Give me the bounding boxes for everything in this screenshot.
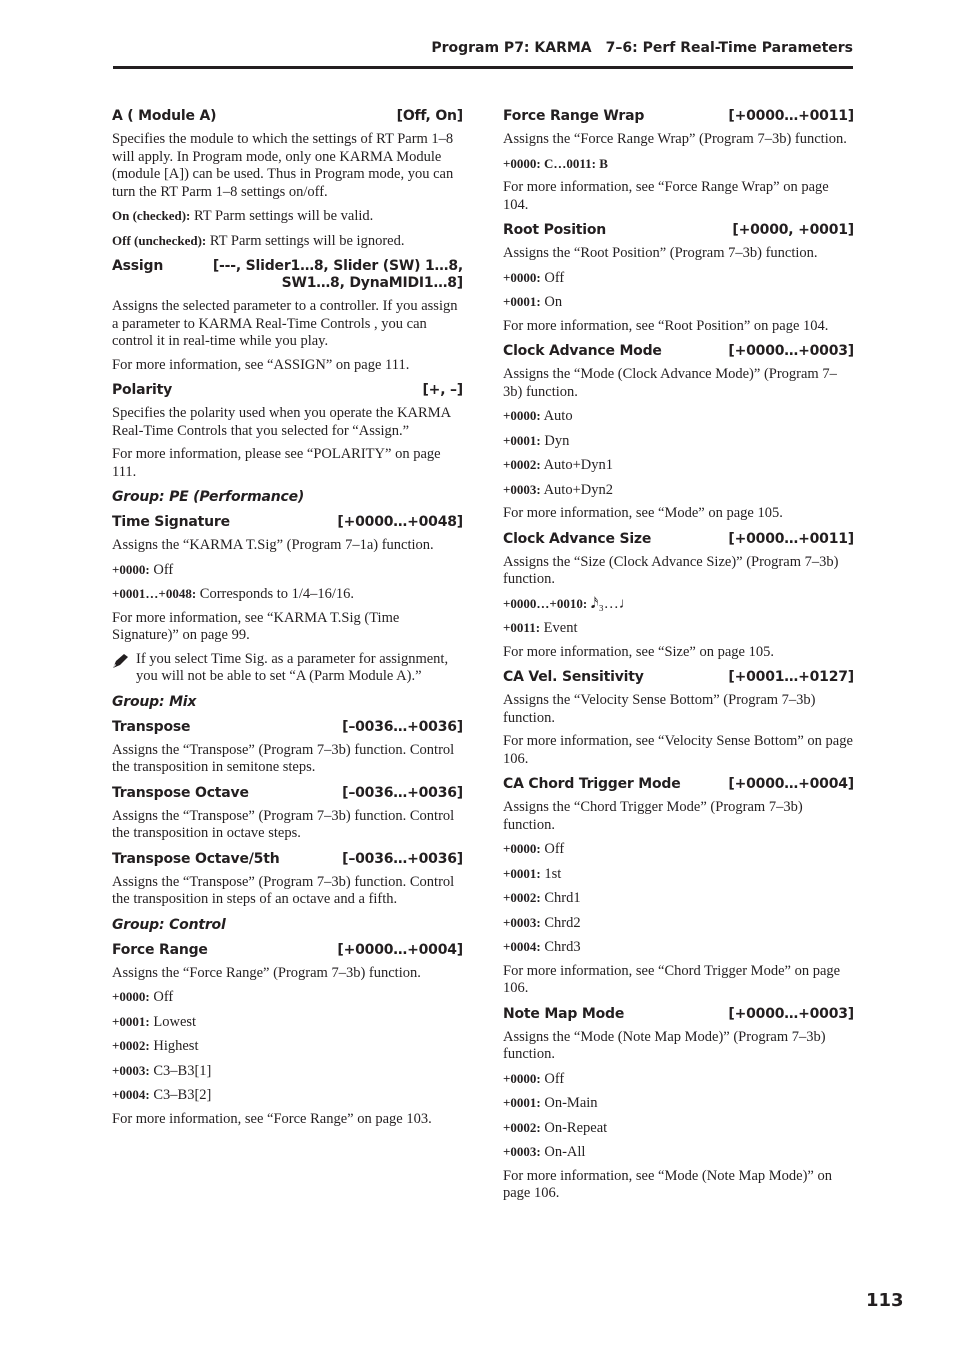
value-key: +0002: xyxy=(503,1119,541,1135)
group-heading: Group: PE (Performance) xyxy=(112,489,305,505)
value-key: +0001: xyxy=(503,1095,541,1110)
param-title: Transpose xyxy=(112,718,191,735)
value-text: Chrd2 xyxy=(544,914,581,931)
header-section: Program P7: KARMA xyxy=(431,40,592,56)
param-heading xyxy=(112,382,463,399)
value-text: On-Main xyxy=(544,1095,598,1111)
param-heading xyxy=(503,222,854,239)
param-description: Assigns the “Mode (Clock Advance Mode)” (Program 7–3b) function. xyxy=(503,366,837,400)
param-range: [Off, On] xyxy=(396,108,463,124)
param-range: [+0000…+0003] xyxy=(728,1005,854,1022)
param-title: Time Signature xyxy=(112,514,230,530)
value-text: Chrd1 xyxy=(544,890,581,906)
value-entry xyxy=(112,1086,463,1105)
param-description: Assigns the “Chord Trigger Mode” (Program 7–3b) function. xyxy=(503,799,803,833)
value-entry xyxy=(503,269,854,288)
param-title: Clock Advance Mode xyxy=(503,343,662,359)
value-text: On xyxy=(544,294,563,310)
param-heading xyxy=(112,851,463,868)
value-entry xyxy=(112,1037,463,1056)
param-heading xyxy=(503,108,854,125)
value-key: +0001: xyxy=(112,1013,150,1029)
param-title: Note Map Mode xyxy=(503,1005,625,1022)
pencil-note-icon xyxy=(112,653,130,686)
value-text: Off xyxy=(544,269,565,286)
value-entry xyxy=(112,207,463,226)
more-info: For more information, see “ASSIGN” on page 111. xyxy=(112,356,410,373)
value-entry xyxy=(503,407,854,426)
value-text: C3–B3[1] xyxy=(153,1062,212,1079)
param-range: [–0036…+0036] xyxy=(342,718,463,735)
right-column xyxy=(503,108,854,1209)
value-key: +0001: xyxy=(503,865,541,881)
value-entry xyxy=(112,585,463,604)
param-heading xyxy=(503,343,854,360)
param-range: [–0036…+0036] xyxy=(342,784,463,801)
param-heading xyxy=(112,108,463,125)
value-text: Off xyxy=(153,989,174,1005)
value-key: +0004: xyxy=(503,939,541,954)
value-text: Off xyxy=(544,1070,565,1087)
value-key: +0002: xyxy=(503,890,541,905)
param-range: [+, –] xyxy=(422,382,463,398)
param-description: Assigns the “Size (Clock Advance Size)” (Program 7–3b) function. xyxy=(503,553,839,587)
param-description: Assigns the “Force Range” (Program 7–3b) function. xyxy=(112,964,421,981)
value-key: +0000: xyxy=(503,841,541,856)
value-text: RT Parm settings will be valid. xyxy=(193,208,374,224)
value-key: +0003: xyxy=(503,481,541,497)
value-entry xyxy=(112,561,463,580)
value-text: On-Repeat xyxy=(544,1119,608,1136)
value-entry xyxy=(503,432,854,451)
value-key: +0011: xyxy=(503,620,541,635)
value-text: Auto xyxy=(543,408,573,424)
more-info: For more information, see “Root Position” on page 104. xyxy=(503,317,829,334)
param-heading xyxy=(503,776,854,793)
value-entry xyxy=(112,1062,463,1081)
value-key: +0003: xyxy=(112,1062,150,1078)
param-title: CA Vel. Sensitivity xyxy=(503,669,644,685)
value-text: Auto+Dyn2 xyxy=(543,481,613,498)
value-entry xyxy=(503,938,854,957)
value-key: +0000: C…0011: B xyxy=(503,155,608,171)
param-description: Assigns the “Transpose” (Program 7–3b) function. Control the transposition in semitone steps. xyxy=(112,741,455,775)
value-entry xyxy=(503,914,854,933)
value-key: +0000: xyxy=(112,989,150,1004)
param-heading xyxy=(112,258,463,292)
value-entry xyxy=(503,293,854,312)
page-number: 113 xyxy=(866,1290,904,1311)
value-text: RT Parm settings will be ignored. xyxy=(209,232,405,249)
param-heading xyxy=(112,785,463,802)
param-title: CA Chord Trigger Mode xyxy=(503,776,681,792)
value-text: On-All xyxy=(544,1144,586,1160)
value-text: Auto+Dyn1 xyxy=(543,457,613,473)
value-key: On (checked): xyxy=(112,208,191,223)
param-range: [---, Slider1…8, Slider (SW) 1…8, SW1…8, DynaMIDI1…8] xyxy=(212,258,463,291)
more-info: For more information, see “Size” on page 105. xyxy=(503,643,774,660)
more-info: For more information, see “Force Range” on page 103. xyxy=(112,1110,432,1127)
more-info: For more information, see “Velocity Sense Bottom” on page 106. xyxy=(503,733,853,767)
value-entry xyxy=(112,988,463,1007)
value-entry xyxy=(112,1013,463,1032)
value-key: +0001…+0048: xyxy=(112,586,197,601)
param-description: Assigns the “Velocity Sense Bottom” (Program 7–3b) function. xyxy=(503,692,816,726)
value-key: +0001: xyxy=(503,294,541,309)
value-entry xyxy=(503,1143,854,1162)
param-range: [+0000…+0004] xyxy=(337,941,463,958)
value-key: +0000: xyxy=(503,1070,541,1086)
value-text: Off xyxy=(153,561,174,578)
more-info: For more information, see “Mode” on page 105. xyxy=(503,505,783,521)
value-entry xyxy=(503,481,854,500)
value-key: +0002: xyxy=(112,1038,150,1053)
param-heading xyxy=(503,669,854,686)
value-key: +0000: xyxy=(112,561,150,577)
value-entry xyxy=(503,595,854,614)
param-heading xyxy=(112,719,463,736)
value-entry xyxy=(503,619,854,638)
param-title: Transpose Octave xyxy=(112,784,249,801)
value-entry xyxy=(503,1094,854,1113)
value-entry xyxy=(112,232,463,251)
value-entry xyxy=(503,456,854,475)
param-range: [+0000…+0003] xyxy=(728,343,854,359)
value-key: +0000: xyxy=(503,269,541,285)
param-title: Polarity xyxy=(112,382,173,398)
value-key: +0002: xyxy=(503,457,541,472)
value-key: +0000…+0010: xyxy=(503,595,588,611)
value-key: Off (unchecked): xyxy=(112,232,207,248)
group-heading: Group: Mix xyxy=(112,693,197,710)
value-text: Highest xyxy=(153,1038,199,1054)
param-range: [+0000…+0011] xyxy=(728,530,854,547)
param-description: Assigns the “Transpose” (Program 7–3b) function. Control the transposition in octave steps. xyxy=(112,807,455,841)
value-entry xyxy=(503,865,854,884)
value-key: +0001: xyxy=(503,432,541,448)
more-info: For more information, see “KARMA T.Sig (Time Signature)” on page 99. xyxy=(112,609,400,643)
value-key: +0004: xyxy=(112,1087,150,1102)
param-title: Force Range xyxy=(112,941,208,958)
param-description: Assigns the “Force Range Wrap” (Program 7–3b) function. xyxy=(503,131,847,147)
more-info: For more information, please see “POLARITY” on page 111. xyxy=(112,446,441,480)
param-title: A ( Module A) xyxy=(112,108,217,124)
value-text: Dyn xyxy=(544,432,570,449)
header-rule xyxy=(113,66,853,69)
param-title: Clock Advance Size xyxy=(503,530,652,547)
param-title: Transpose Octave/5th xyxy=(112,850,280,867)
group-heading: Group: Control xyxy=(112,916,226,933)
value-text: Chrd3 xyxy=(544,939,581,955)
value-text: C3–B3[2] xyxy=(153,1087,212,1103)
value-entry xyxy=(503,155,854,174)
value-entry xyxy=(503,1119,854,1138)
running-header xyxy=(113,40,853,56)
param-range: [+0000…+0048] xyxy=(337,514,463,530)
value-text: Corresponds to 1/4–16/16. xyxy=(199,586,355,602)
more-info: For more information, see “Force Range Wrap” on page 104. xyxy=(503,179,829,213)
value-entry xyxy=(503,889,854,908)
param-title: Force Range Wrap xyxy=(503,108,645,124)
param-description: Assigns the “Root Position” (Program 7–3b) function. xyxy=(503,245,818,261)
value-key: +0003: xyxy=(503,914,541,930)
note-text: If you select Time Sig. as a parameter for assignment, you will not be able to set “A (Parm Module A).” xyxy=(136,650,449,684)
param-description: Specifies the module to which the settings of RT Parm 1–8 will apply. In Program mode, only one KARMA Module (module [A]) can be used. Thus in Program mode, you can turn the RT Parm 1–8 settings on/off. xyxy=(112,131,454,200)
param-heading xyxy=(112,942,463,959)
note-glyphs: 𝅘𝅥𝅯₃…♩ xyxy=(590,595,634,612)
param-heading xyxy=(112,514,463,531)
param-title: Assign xyxy=(112,258,164,274)
value-text: Off xyxy=(544,841,565,857)
param-range: [+0000…+0011] xyxy=(728,108,854,124)
header-subsection: 7–6: Perf Real-Time Parameters xyxy=(605,40,853,56)
value-entry xyxy=(503,1070,854,1089)
more-info: For more information, see “Mode (Note Map Mode)” on page 106. xyxy=(503,1167,832,1201)
param-description: Assigns the “Transpose” (Program 7–3b) function. Control the transposition in steps of an octave and a fifth. xyxy=(112,873,455,907)
param-heading xyxy=(503,531,854,548)
param-title: Root Position xyxy=(503,222,607,238)
value-text: Lowest xyxy=(153,1013,197,1030)
left-column xyxy=(112,108,463,1134)
value-text: 1st xyxy=(544,865,562,882)
value-text: Event xyxy=(543,620,578,636)
value-key: +0000: xyxy=(503,408,541,423)
value-entry xyxy=(503,840,854,859)
value-key: +0003: xyxy=(503,1144,541,1159)
param-description: Assigns the “KARMA T.Sig” (Program 7–1a) function. xyxy=(112,537,434,553)
param-description: Assigns the selected parameter to a controller. If you assign a parameter to KARMA Real-Time Controls , you can control it in real-time while you play. xyxy=(112,298,458,349)
param-range: [+0001…+0127] xyxy=(728,669,854,685)
param-description: Specifies the polarity used when you operate the KARMA Real-Time Controls that you selected for “Assign.” xyxy=(112,405,451,439)
param-description: Assigns the “Mode (Note Map Mode)” (Program 7–3b) function. xyxy=(503,1028,826,1062)
param-range: [+0000…+0004] xyxy=(728,776,854,792)
more-info: For more information, see “Chord Trigger Mode” on page 106. xyxy=(503,962,841,996)
note-block xyxy=(112,651,463,686)
param-range: [+0000, +0001] xyxy=(732,222,854,238)
param-range: [–0036…+0036] xyxy=(342,850,463,867)
param-heading xyxy=(503,1006,854,1023)
